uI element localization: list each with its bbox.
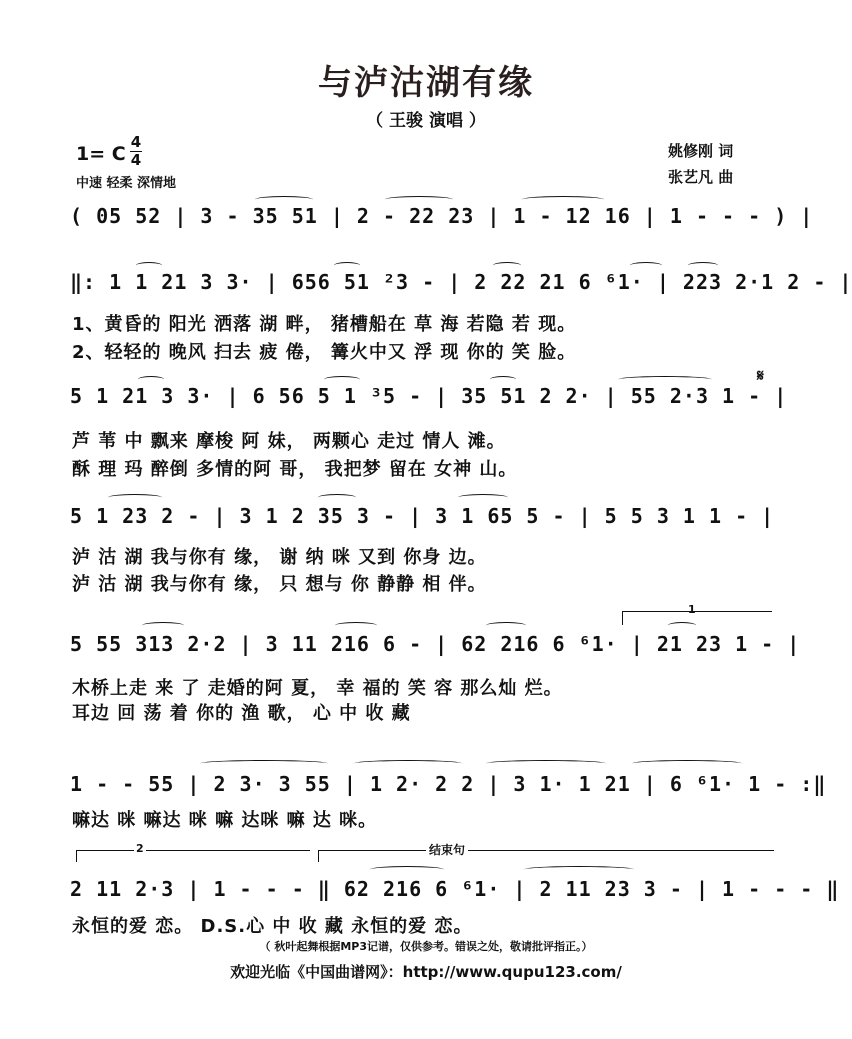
time-signature-bottom: 4 bbox=[130, 151, 142, 169]
volta-2-number: 2 bbox=[136, 842, 144, 855]
lyrics-verse-2-line-2: 酥 理 玛 醉倒 多情的阿 哥， 我把梦 留在 女神 山。 bbox=[72, 459, 518, 480]
notation-row-chorus-1: 5 1 23 2 - | 3 1 2 35 3 - | 3 1 65 5 - | 5 5 3 1 1 - | bbox=[70, 504, 775, 528]
lyrics-verse-2-line-1: 芦 苇 中 飘来 摩梭 阿 妹， 两颗心 走过 情人 滩。 bbox=[72, 431, 506, 452]
lyrics-ending: 永恒的爱 恋。 D.S.心 中 收 藏 永恒的爱 恋。 bbox=[72, 916, 473, 937]
notation-row-chorus-2: 5 55 313 2·2 | 3 11 216 6 - | 62 216 6 ⁶1· | 21 23 1 - | bbox=[70, 632, 801, 656]
ending-bracket bbox=[318, 850, 774, 851]
notation-row-verse-2: 5 1 21 3 3· | 6 56 5 1 ³5 - | 35 51 2 2· | 55 2·3 1 - | bbox=[70, 384, 788, 408]
website-credit: 欢迎光临《中国曲谱网》：http://www.qupu123.com/ bbox=[230, 963, 622, 981]
volta-1-bracket bbox=[622, 611, 772, 612]
lyrics-chorus-2-line-2: 耳边 回 荡 着 你的 渔 歌， 心 中 收 藏 bbox=[72, 703, 411, 724]
composer: 张艺凡 曲 bbox=[668, 168, 734, 186]
tempo-marking: 中速 轻柔 深情地 bbox=[76, 176, 177, 191]
time-signature bbox=[130, 135, 142, 168]
notation-row-intro: ( 05 52 | 3 - 35 51 | 2 - 22 23 | 1 - 12 16 | 1 - - - ) | bbox=[70, 204, 814, 228]
notation-row-ending: 2 11 2·3 | 1 - - - ‖ 62 216 6 ⁶1· | 2 11 23 3 - | 1 - - - ‖ bbox=[70, 877, 840, 901]
notation-row-refrain: 1 - - 55 | 2 3· 3 55 | 1 2· 2 2 | 3 1· 1 21 | 6 ⁶1· 1 - :‖ bbox=[70, 772, 827, 796]
notation-row-verse-1: ‖: 1 1 21 3 3· | 656 51 ²3 - | 2 22 21 6 ⁶1· | 223 2·1 2 - | bbox=[70, 270, 852, 294]
time-signature-top: 4 bbox=[130, 133, 142, 151]
volta-2-bracket bbox=[76, 850, 310, 851]
volta-1-number: 1 bbox=[688, 603, 696, 616]
lyrics-chorus-2-line-1: 木桥上走 来 了 走婚的阿 夏， 幸 福的 笑 容 那么灿 烂。 bbox=[72, 678, 563, 699]
lyricist: 姚修刚 词 bbox=[668, 142, 734, 160]
lyrics-refrain: 嘛达 咪 嘛达 咪 嘛 达咪 嘛 达 咪。 bbox=[72, 810, 378, 831]
key-signature: 1= C bbox=[76, 143, 126, 165]
lyrics-chorus-1-line-2: 泸 沽 湖 我与你有 缘， 只 想与 你 静静 相 伴。 bbox=[72, 574, 487, 595]
singer-credit: （ 王骏 演唱 ） bbox=[366, 111, 486, 131]
lyrics-verse-1-line-2: 2、轻轻的 晚风 扫去 疲 倦， 篝火中又 浮 现 你的 笑 脸。 bbox=[72, 342, 577, 363]
song-title: 与泸沽湖有缘 bbox=[318, 63, 534, 103]
lyrics-chorus-1-line-1: 泸 沽 湖 我与你有 缘， 谢 纳 咪 又到 你身 边。 bbox=[72, 547, 487, 568]
lyrics-verse-1-line-1: 1、黄昏的 阳光 洒落 湖 畔， 猪槽船在 草 海 若隐 若 现。 bbox=[72, 314, 577, 335]
ending-label: 结束句 bbox=[426, 841, 468, 858]
segno-sign: 𝄋 bbox=[757, 366, 764, 385]
transcription-note: （ 秋叶起舞根据MP3记谱，仅供参考。错误之处，敬请批评指正。） bbox=[259, 940, 593, 953]
